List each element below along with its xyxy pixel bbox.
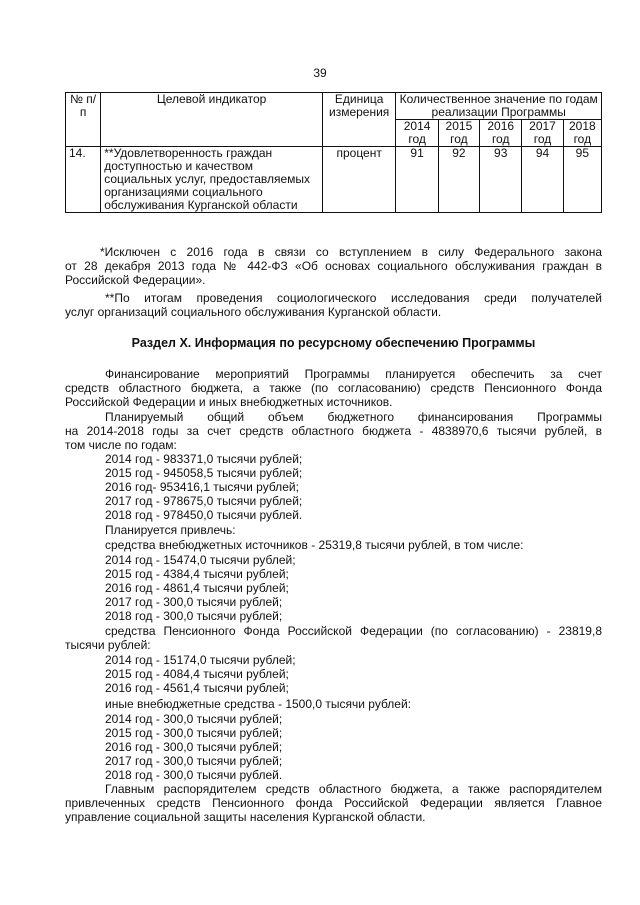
page-number: 39 bbox=[313, 66, 327, 80]
budget-year-item: 2018 год - 978450,0 тысячи рублей. bbox=[105, 508, 303, 522]
section-heading: Раздел X. Информация по ресурсному обеспечению Программы bbox=[131, 336, 536, 350]
footnote1-line: *Исключен с 2016 года в связи со вступлением в силу Федерального закона bbox=[100, 245, 602, 259]
other-year-item: 2014 год - 300,0 тысячи рублей; bbox=[105, 712, 283, 726]
extrabudget-total: средства внебюджетных источников - 25319,8 тысячи рублей, в том числе: bbox=[105, 538, 524, 552]
row-value-2014: 91 bbox=[396, 147, 438, 213]
row-value-2015: 92 bbox=[438, 147, 479, 213]
para2-line: том числе по годам: bbox=[65, 438, 177, 452]
para1-line: средств областного бюджета, а также (по согласованию) средств Пенсионного Фонда bbox=[65, 381, 602, 395]
header-year-2016: 2016 год bbox=[480, 120, 522, 147]
pension-year-item: 2015 год - 4084,4 тысячи рублей; bbox=[105, 667, 289, 681]
closing-line: привлеченных средств Пенсионного фонда Российской Федерации является Главное bbox=[65, 796, 602, 810]
row-unit: процент bbox=[322, 147, 396, 213]
footnote2-line: **По итогам проведения социологического исследования среди получателей bbox=[105, 291, 602, 305]
other-year-item: 2018 год - 300,0 тысячи рублей. bbox=[105, 768, 283, 782]
header-year-2014: 2014 год bbox=[396, 120, 438, 147]
header-quantity: Количественное значение по годам реализации Программы bbox=[396, 93, 602, 120]
extrabudget-year-item: 2017 год - 300,0 тысячи рублей; bbox=[105, 595, 283, 609]
attract-label: Планируется привлечь: bbox=[105, 523, 236, 537]
row-value-2016: 93 bbox=[480, 147, 522, 213]
extrabudget-year-item: 2014 год - 15474,0 тысячи рублей; bbox=[105, 553, 296, 567]
row-num: 14. bbox=[66, 147, 101, 213]
para2-line: на 2014-2018 годы за счет средств областного бюджета - 4838970,6 тысячи рублей, в bbox=[65, 424, 602, 438]
closing-line: управление социальной защиты населения Курганской области. bbox=[65, 810, 426, 824]
other-year-item: 2016 год - 300,0 тысячи рублей; bbox=[105, 740, 283, 754]
pension-year-item: 2016 год - 4561,4 тысячи рублей; bbox=[105, 681, 289, 695]
header-year-2018: 2018 год bbox=[563, 120, 601, 147]
header-year-2015: 2015 год bbox=[438, 120, 479, 147]
row-indicator: **Удовлетворенность граждан доступностью и качеством социальных услуг, предоставляемых организациями социального обслуживания Курганской области bbox=[101, 147, 323, 213]
extrabudget-year-item: 2016 год - 4861,4 тысячи рублей; bbox=[105, 581, 289, 595]
extrabudget-year-item: 2015 год - 4384,4 тысячи рублей; bbox=[105, 567, 289, 581]
closing-line: Главным распорядителем средств областного бюджета, а также распорядителем bbox=[105, 782, 602, 796]
header-num: № п/п bbox=[66, 93, 101, 147]
extrabudget-year-item: 2018 год - 300,0 тысячи рублей; bbox=[105, 609, 283, 623]
row-value-2017: 94 bbox=[522, 147, 563, 213]
footnote1-line: Российской Федерации». bbox=[65, 273, 206, 287]
table-row bbox=[66, 147, 602, 213]
budget-year-item: 2017 год - 978675,0 тысячи рублей; bbox=[105, 494, 303, 508]
para1-line: Российской Федерации и иных внебюджетных источников. bbox=[65, 395, 393, 409]
other-year-item: 2017 год - 300,0 тысячи рублей; bbox=[105, 754, 283, 768]
header-unit: Единица измерения bbox=[322, 93, 396, 147]
other-total: иные внебюджетные средства - 1500,0 тысячи рублей: bbox=[105, 697, 411, 711]
budget-year-item: 2015 год - 945058,5 тысячи рублей; bbox=[105, 466, 303, 480]
pension-total-line: средства Пенсионного Фонда Российской Федерации (по согласованию) - 23819,8 bbox=[105, 624, 602, 638]
row-value-2018: 95 bbox=[563, 147, 601, 213]
pension-year-item: 2014 год - 15174,0 тысячи рублей; bbox=[105, 653, 296, 667]
para1-line: Финансирование мероприятий Программы планируется обеспечить за счет bbox=[105, 367, 602, 381]
footnote2-line: услуг организаций социального обслуживания Курганской области. bbox=[65, 305, 442, 319]
footnote1-line: от 28 декабря 2013 года № 442-ФЗ «Об основах социального обслуживания граждан в bbox=[65, 259, 602, 273]
header-year-2017: 2017 год bbox=[522, 120, 563, 147]
header-indicator: Целевой индикатор bbox=[101, 93, 323, 147]
indicator-table bbox=[65, 92, 602, 213]
budget-year-item: 2016 год- 953416,1 тысячи рублей; bbox=[105, 480, 299, 494]
para2-line: Планируемый общий объем бюджетного финансирования Программы bbox=[105, 410, 602, 424]
other-year-item: 2015 год - 300,0 тысячи рублей; bbox=[105, 726, 283, 740]
budget-year-item: 2014 год - 983371,0 тысячи рублей; bbox=[105, 452, 303, 466]
pension-total-line: тысячи рублей: bbox=[65, 638, 151, 652]
